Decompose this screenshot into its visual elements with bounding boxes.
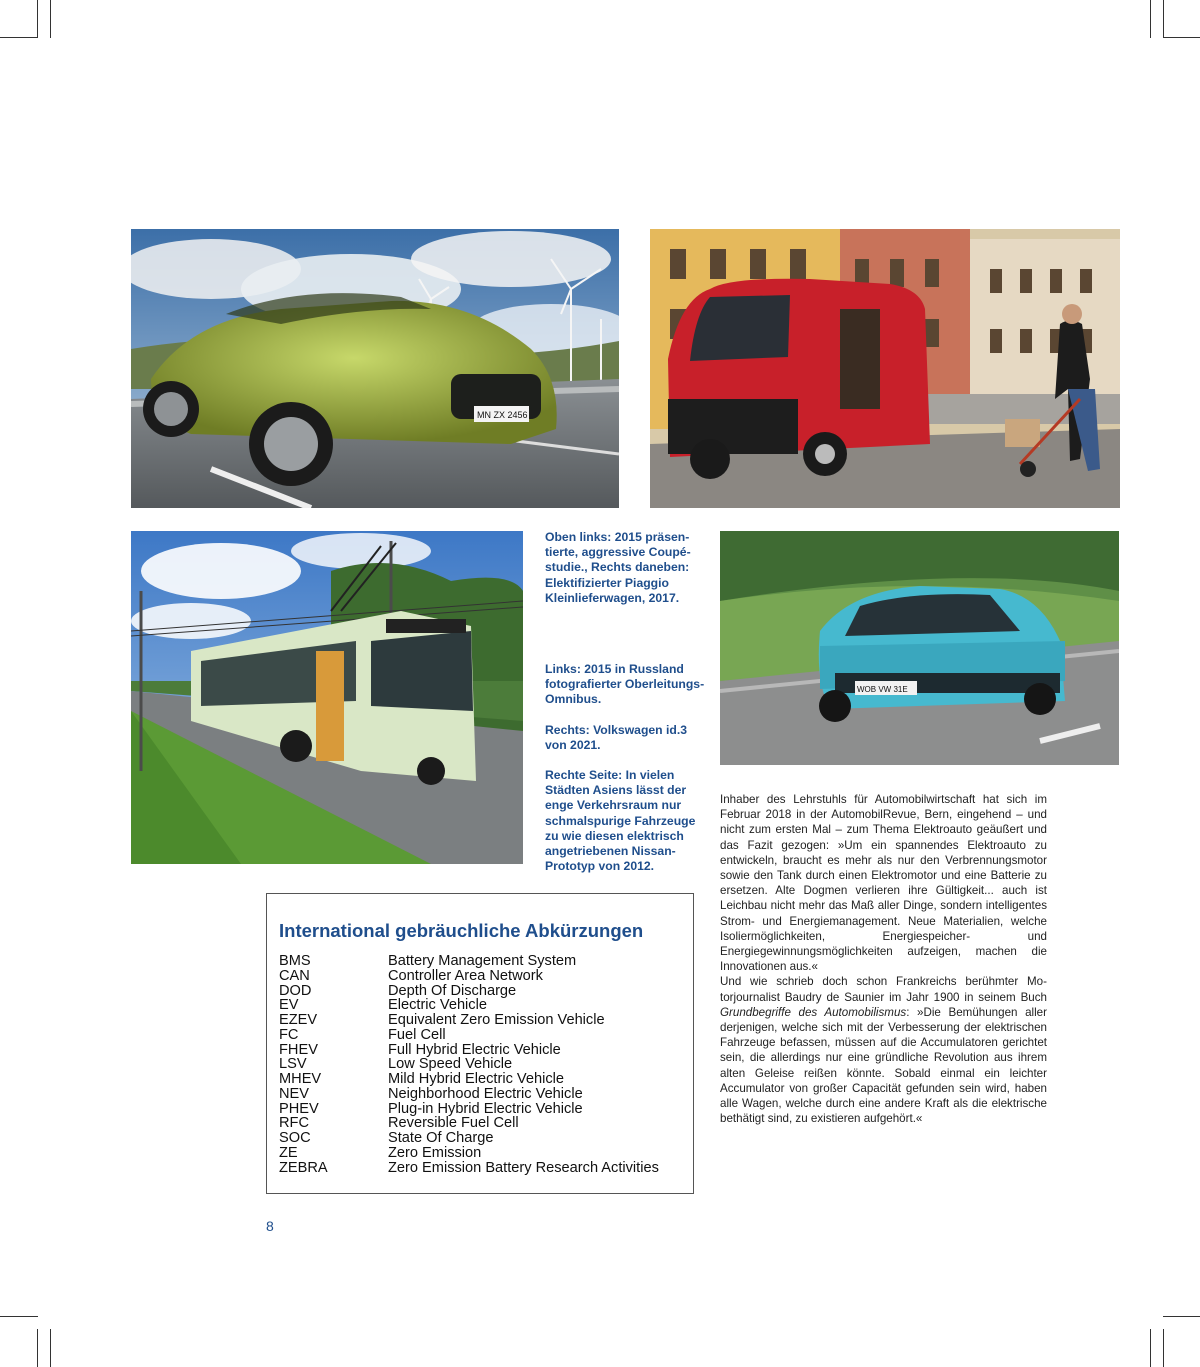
photo-vw-id3 [720,531,1119,765]
body-paragraph-2 [720,974,1047,1126]
crop-mark [1163,37,1200,38]
abbreviation-code: CAN [279,967,310,984]
abbreviation-code: SOC [279,1130,311,1146]
abbreviation-code: RFC [279,1115,309,1132]
abbreviations-list [279,954,689,1175]
vw-license-plate: WOB VW 31E [857,685,908,694]
abbreviation-code: LSV [279,1056,307,1073]
abbreviation-meaning: Neighborhood Electric Vehicle [388,1085,583,1102]
abbreviation-code: NEV [279,1085,310,1102]
abbreviation-meaning: Depth Of Discharge [388,982,517,999]
body-paragraph-2-end: : »Die Bemühungen aller derjenigen, welche sich mit der Verbesserung der elektrischen Fahrzeuge befassen, müssen auf die Accumulatoren gerichtet sein, die allerdings nur eine gründliche Revolution aus ihrem alten Geleise reißen könnte. Sobald einmal ein leichter Accumulator von großer Capacität gefunden sein wird, haben alle Wagen, welche durch eine andere Kraft als die elektrische bethätigt sind, zu existieren aufgehört.« [720,1005,1047,1126]
abbreviation-meaning: Mild Hybrid Electric Vehicle [388,1071,564,1087]
crop-mark [1163,1329,1164,1367]
abbreviation-code: EZEV [279,1012,318,1028]
caption-bus-text: Links: 2015 in Russland fotografierter Oberleitungs-Omnibus. [545,662,705,707]
car-license-plate: MN ZX 2456 [477,410,528,420]
abbreviation-row [279,1102,689,1117]
caption-vw-text: Rechts: Volkswagen id.3 von 2021. [545,722,688,752]
abbreviation-row [279,1146,689,1161]
abbreviation-meaning: Battery Management System [388,953,577,969]
abbreviation-row [279,1087,689,1102]
abbreviation-row [279,954,689,969]
book-title: Grundbegriffe des Automobilismus [720,1005,907,1019]
abbreviation-meaning: Low Speed Vehicle [388,1056,513,1073]
abbreviation-row [279,1131,689,1146]
crop-mark [50,0,51,38]
crop-mark [37,1329,38,1367]
crop-mark [0,37,38,38]
caption-middle [545,662,705,889]
abbreviation-row [279,1161,689,1176]
photo-green-coupe [131,229,619,508]
abbreviation-code: FHEV [279,1041,318,1058]
body-paragraph-1: Inhaber des Lehrstuhls für Automobilwirtschaft hat sich im Februar 2018 in der AutomobilRevue, Bern, eingehend – und nicht zum ersten Mal – zum Thema Elektroauto geäußert und das Fazit gezogen: »Um ein spannendes Elektroauto zu entwickeln, braucht es mehr als nur den Verbrennungsmotor sowie den Tank durch einen Elektromotor und eine Batterie zu ersetzen. Alte Dogmen verlieren ihre Gültigkeit... auch ist Leichbau nicht mehr das Maß aller Dinge, sondern intelligentes Strom- und Energiemanagement. Neue Materialien, welche Isoliermöglichkeiten, Energiespeicher- und Energiegewinnungsmöglichkeiten aufzeigen, machen die Innovationen aus.« [720,793,1047,974]
crop-mark [37,0,38,38]
abbreviation-meaning: Fuel Cell [388,1026,446,1043]
crop-mark [50,1329,51,1367]
caption-top [545,530,705,621]
abbreviation-code: ZE [279,1144,298,1161]
abbreviation-meaning: Zero Emission [388,1144,482,1161]
abbreviation-code: PHEV [279,1100,319,1117]
abbreviation-meaning: Zero Emission Battery Research Activities [388,1159,659,1176]
abbreviation-row [279,998,689,1013]
crop-mark [1150,0,1151,38]
abbreviation-row [279,1072,689,1087]
crop-mark [0,1316,38,1317]
abbreviation-code: MHEV [279,1071,322,1087]
abbreviation-meaning: Full Hybrid Electric Vehicle [388,1041,561,1058]
abbreviation-row [279,1057,689,1072]
body-text [720,792,1047,1126]
abbreviation-meaning: Controller Area Network [388,967,543,984]
abbreviation-row [279,1028,689,1043]
photo-piaggio-van [650,229,1120,508]
crop-mark [1163,1316,1200,1317]
page-number: 8 [266,1218,274,1234]
abbreviation-meaning: Reversible Fuel Cell [388,1115,519,1132]
abbreviation-meaning: Plug-in Hybrid Electric Vehicle [388,1100,583,1117]
abbreviation-code: EV [279,997,299,1014]
abbreviation-row [279,1013,689,1028]
caption-top-text: Oben links: 2015 präsentierte, aggressive Coupéstudie., Rechts daneben: Elektifizierter Piaggio Kleinlieferwagen, 2017. [545,530,691,605]
abbreviation-code: DOD [279,982,312,999]
caption-asia-text: Rechte Seite: In vielen Städten Asiens lässt der enge Verkehrsraum nur schmalspurige Fahrzeuge zu wie diesen elektrisch angetriebenen Nissan-Prototyp von 2012. [545,768,696,874]
abbreviation-row [279,1116,689,1131]
abbreviations-box [266,893,694,1194]
photo-trolleybus [131,531,523,864]
abbreviation-row [279,984,689,999]
abbreviations-title: International gebräuchliche Abkürzungen [279,920,644,941]
abbreviation-meaning: Equivalent Zero Emission Vehicle [388,1012,605,1028]
abbreviation-meaning: State Of Charge [388,1130,494,1146]
abbreviation-code: ZEBRA [279,1159,328,1176]
crop-mark [1163,0,1164,38]
body-paragraph-2-start: Und wie schrieb doch schon Frankreichs berühmter Motorjournalist Baudry de Saunier im Jahr 1900 in seinem Buch [720,975,1047,1004]
abbreviation-row [279,1043,689,1058]
abbreviation-code: FC [279,1026,299,1043]
abbreviation-meaning: Electric Vehicle [388,997,487,1014]
abbreviation-row [279,969,689,984]
abbreviation-code: BMS [279,953,311,969]
crop-mark [1150,1329,1151,1367]
